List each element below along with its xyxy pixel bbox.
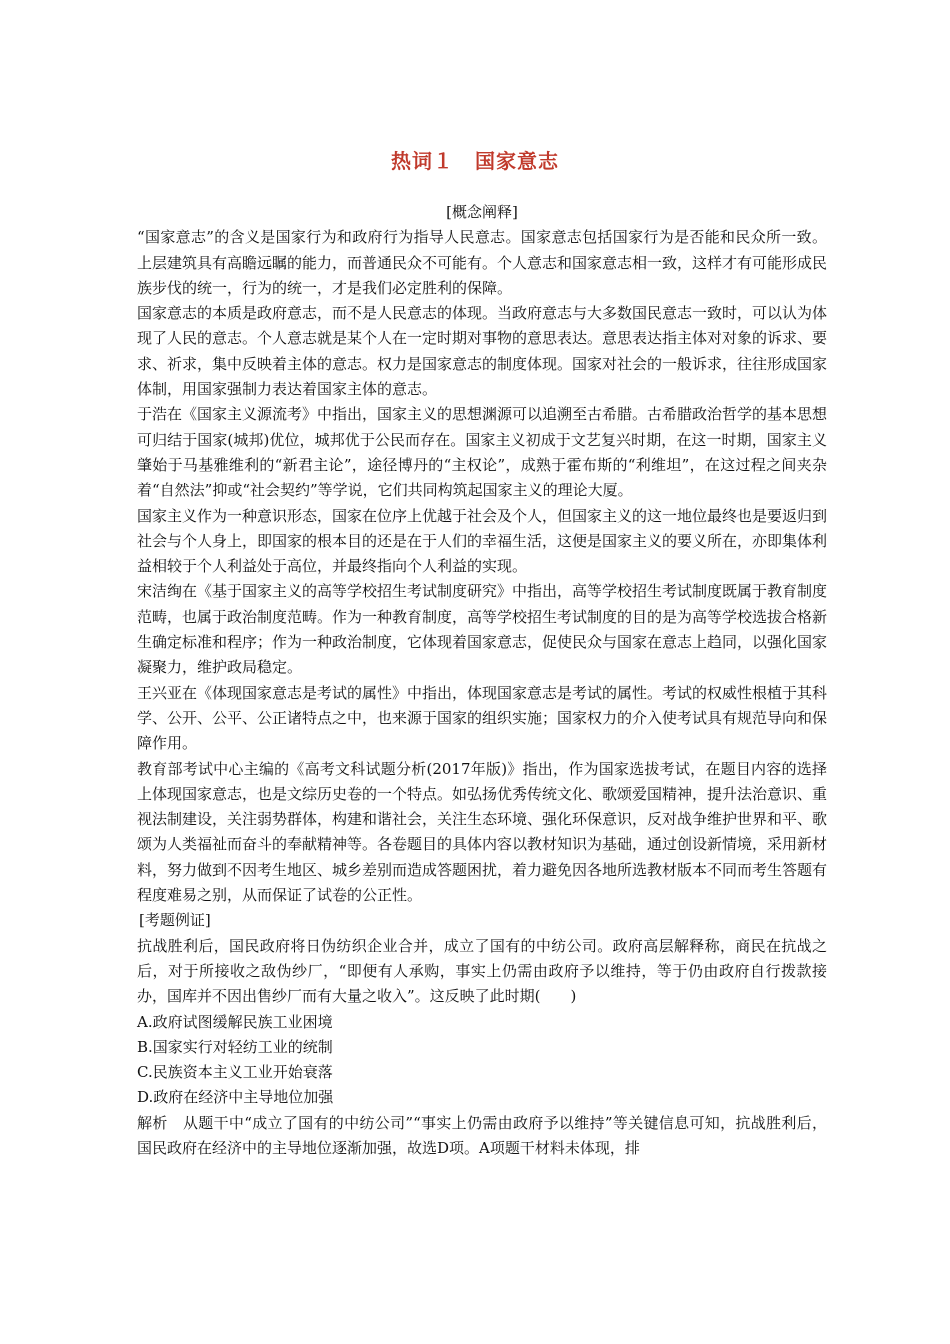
question-stem: 抗战胜利后，国民政府将日伪纺织企业合并，成立了国有的中纺公司。政府高层解释称，商民在抗战之后，对于所接收之敌伪纱厂，“即便有人承购，事实上仍需由政府予以维持，等于仍由政府自行拨款接办，国库并不因出售纱厂而有大量之收入”。这反映了此时期( ) — [137, 936, 827, 1006]
option-d: D.政府在经济中主导地位加强 — [137, 1088, 334, 1107]
option-c: C.民族资本主义工业开始衰落 — [137, 1063, 333, 1082]
section-label-example: [考题例证] — [139, 911, 211, 930]
paragraph: 教育部考试中心主编的《高考文科试题分析(2017年版)》指出，作为国家选拔考试，在题目内容的选择上体现国家意志，也是文综历史卷的一个特点。如弘扬优秀传统文化、歌颂爱国精神，提升法治意识、重视法制建设，关注弱势群体，构建和谐社会，关注生态环境、强化环保意识，反对战争维护世界和平、歌颂为人类福祉而奋斗的奉献精神等。各卷题目的具体内容以教材知识为基础，通过创设新情境，采用新材料，努力做到不因考生地区、城乡差别而造成答题困扰，着力避免因各地所选教材版本不同而考生答题有程度难易之别，从而保证了试卷的公正性。 — [137, 759, 828, 905]
paragraph: 于浩在《国家主义源流考》中指出，国家主义的思想渊源可以追溯至古希腊。古希腊政治哲学的基本思想可归结于国家(城邦)优位，城邦优于公民而存在。国家主义初成于文艺复兴时期，在这一时期，国家主义肇始于马基雅维利的“新君主论”，途径博丹的“主权论”，成熟于霍布斯的“利维坦”，在这过程之间夹杂着“自然法”抑或“社会契约”等学说，它们共同构筑起国家主义的理论大厦。 — [137, 405, 828, 500]
paragraph: 国家意志的本质是政府意志，而不是人民意志的体现。当政府意志与大多数国民意志一致时，可以认为体现了人民的意志。个人意志就是某个人在一定时期对事物的意思表达。意思表达指主体对对象的诉求、要求、祈求，集中反映着主体的意志。权力是国家意志的制度体现。国家对社会的一般诉求，往往形成国家体制，用国家强制力表达着国家主体的意志。 — [137, 304, 828, 399]
option-a: A.政府试图缓解民族工业困境 — [137, 1012, 333, 1031]
document-body — [137, 200, 827, 1161]
paragraph: 国家主义作为一种意识形态，国家在位序上优越于社会及个人，但国家主义的这一地位最终也是要返归到社会与个人身上，即国家的根本目的还是在于人们的幸福生活，这便是国家主义的要义所在，亦即集体利益相较于个人利益处于高位，并最终指向个人利益的实现。 — [137, 506, 828, 576]
paragraph: 王兴亚在《体现国家意志是考试的属性》中指出，体现国家意志是考试的属性。考试的权威性根植于其科学、公开、公平、公正诸特点之中，也来源于国家的组织实施；国家权力的介入使考试具有规范导向和保障作用。 — [137, 683, 828, 753]
page-title: 热词１ 国家意志 — [391, 149, 559, 173]
paragraph: 宋洁绚在《基于国家主义的高等学校招生考试制度研究》中指出，高等学校招生考试制度既属于教育制度范畴，也属于政治制度范畴。作为一种教育制度，高等学校招生考试制度的目的是为高等学校选拔合格新生确定标准和程序；作为一种政治制度，它体现着国家意志，促使民众与国家在意志上趋同，以强化国家凝聚力，维护政局稳定。 — [137, 582, 828, 677]
paragraph: “国家意志”的含义是国家行为和政府行为指导人民意志。国家意志包括国家行为是否能和民众所一致。上层建筑具有高瞻远瞩的能力，而普通民众不可能有。个人意志和国家意志相一致，这样才有可能形成民族步伐的统一，行为的统一，才是我们必定胜利的保障。 — [137, 228, 828, 297]
answer-analysis: 解析 从题干中“成立了国有的中纺公司”“事实上仍需由政府予以维持”等关键信息可知，抗战胜利后，国民政府在经济中的主导地位逐渐加强，故选D项。A项题干材料未体现，排 — [137, 1113, 827, 1157]
option-b: B.国家实行对轻纺工业的统制 — [137, 1037, 333, 1056]
section-label-concept: [概念阐释] — [446, 203, 518, 221]
